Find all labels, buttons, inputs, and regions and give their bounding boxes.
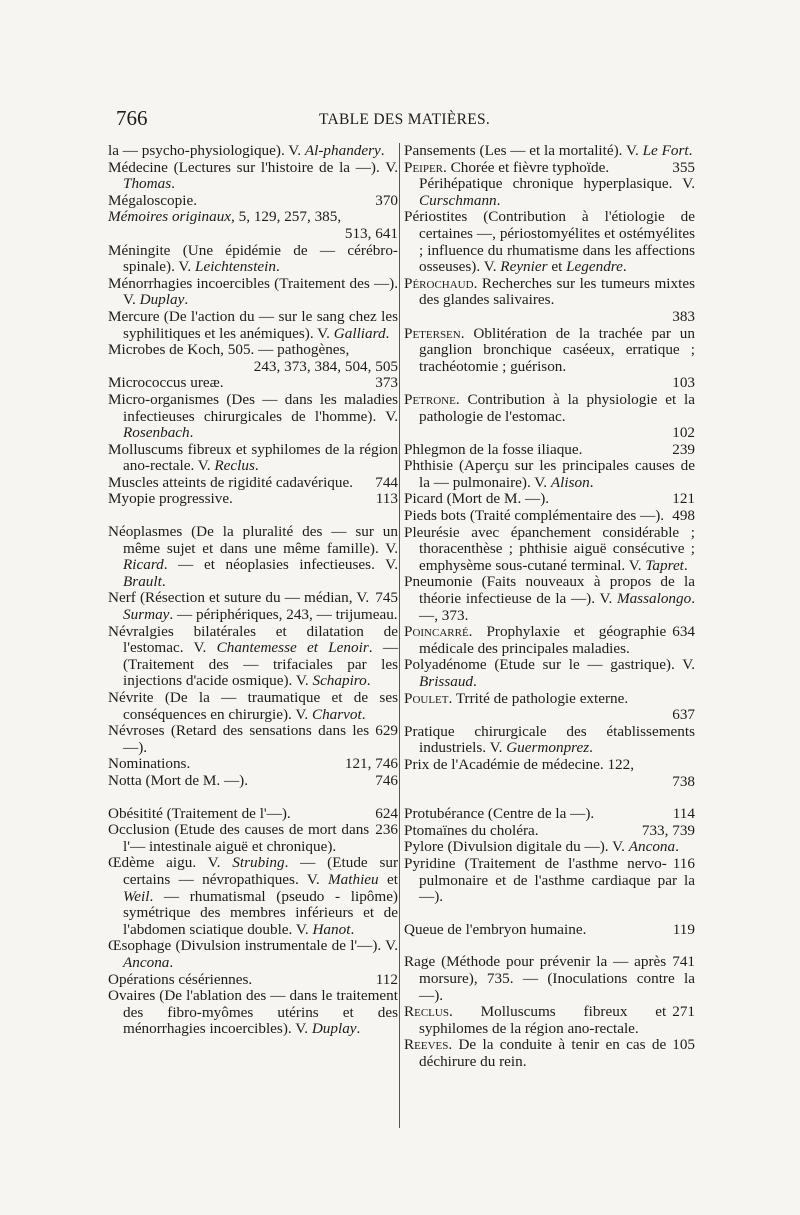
index-entry	[108, 988, 398, 1038]
index-entry	[108, 342, 398, 375]
page-reference: 105	[672, 1036, 695, 1054]
page-reference: 744	[375, 473, 398, 491]
author-reference: Duplay	[311, 1020, 357, 1038]
index-entry	[404, 160, 695, 177]
index-entry	[108, 624, 398, 690]
entry-text: Périhépatique chronique hyperplasique. V.	[419, 175, 695, 193]
entry-text: .	[622, 258, 627, 276]
author-reference: Brissaud	[419, 673, 474, 690]
index-entry	[108, 756, 398, 773]
index-entry	[108, 822, 398, 855]
entry-text: . —, 373.	[419, 590, 695, 624]
entry-text: Pyridine (Traitement de l'asthme nervo-pulmonaire et de l'asthme cardiaque par la —).	[404, 854, 695, 906]
entry-text: Notta (Mort de M. —).	[108, 771, 249, 789]
index-column-right	[404, 143, 695, 1070]
index-entry	[108, 442, 398, 475]
column-divider	[399, 143, 400, 1128]
author-reference: Curschmann	[419, 191, 497, 209]
entry-text: Névralgies bilatérales et dilatation de l'estomac. V.	[108, 622, 398, 657]
author-name: Pérochaud	[404, 274, 474, 292]
page-reference: 113	[375, 490, 398, 508]
entry-text: Œdème aigu. V.	[108, 854, 233, 872]
entry-text: .	[171, 175, 175, 193]
author-reference: Thomas	[123, 175, 172, 193]
index-entry	[404, 1037, 695, 1070]
entry-text: Obésitité (Traitement de l'—).	[108, 804, 291, 822]
entry-text: Picard (Mort de M. —).	[404, 490, 550, 508]
index-entry	[404, 326, 695, 392]
author-reference: Surmay	[123, 606, 170, 624]
entry-text: .	[675, 838, 679, 856]
index-entry	[404, 724, 695, 757]
page-reference: 373	[375, 374, 398, 392]
page-reference: 271	[672, 1003, 695, 1021]
entry-text: .	[496, 191, 501, 209]
index-entry	[404, 442, 695, 459]
entry-text: Pneumonie (Faits nouveaux à propos de la théorie infectieuse de la —). V.	[404, 573, 695, 608]
entry-text: et	[378, 870, 398, 888]
entry-text: .	[254, 457, 259, 475]
entry-text: . — (Traitement des — trifaciales par les injections d'acide osmique). V.	[123, 639, 399, 690]
author-reference: Strubing	[232, 854, 285, 872]
entry-text: Mégaloscopie.	[108, 191, 197, 209]
page-reference: 119	[672, 920, 695, 938]
author-reference: Weil	[123, 887, 150, 905]
entry-text: Micrococcus ureæ.	[108, 374, 224, 392]
index-entry	[108, 524, 398, 590]
author-reference: Al-phandery	[304, 142, 381, 159]
page-reference: 355	[672, 158, 695, 176]
author-reference: Ancona	[123, 953, 170, 971]
entry-text: et	[547, 258, 567, 276]
page-reference: 243, 373, 384, 504, 505	[253, 357, 398, 375]
author-name: Peiper	[404, 158, 444, 176]
index-entry	[404, 491, 695, 508]
entry-text: .	[169, 953, 174, 971]
entry-text: 5, 129, 257, 385,	[234, 208, 342, 226]
author-reference: Mathieu	[328, 870, 379, 888]
entry-text: .	[184, 291, 189, 309]
entry-text: . — (Etude sur certains — névropathiques. V.	[123, 854, 399, 888]
entry-text: la — psycho-physiologique). V.	[108, 142, 305, 159]
page-reference: 103	[672, 374, 695, 392]
author-name: Poulet	[404, 689, 449, 707]
entry-text: Nerf (Résection et suture du — médian, V.	[108, 589, 370, 607]
entry-text: Pratique chirurgicale des établissements industriels. V.	[404, 722, 695, 757]
author-reference: Ancona	[628, 838, 676, 856]
author-reference: Charvot	[311, 705, 362, 723]
index-entry	[108, 276, 398, 309]
entry-text: Protubérance (Centre de la —).	[404, 805, 595, 823]
page-reference: 383	[672, 307, 695, 325]
entry-text: Prix de l'Académie de médecine. 122,	[404, 755, 635, 773]
index-entry	[108, 143, 398, 160]
index-entry	[108, 972, 398, 989]
entry-text: Médecine (Lectures sur l'histoire de la —). V.	[108, 158, 398, 176]
entry-text: Microbes de Koch, 505. — pathogènes,	[108, 341, 350, 359]
author-reference: Schapiro	[312, 672, 367, 690]
page-reference: 102	[672, 424, 695, 442]
entry-text: Phlegmon de la fosse iliaque.	[404, 440, 583, 458]
index-entry	[108, 243, 398, 276]
entry-text: Pansements (Les — et la mortalité). V.	[404, 142, 643, 159]
index-entry	[108, 690, 398, 723]
entry-text: Pieds bots (Traité complémentaire des —).	[404, 507, 665, 525]
page-reference: 629	[375, 722, 398, 740]
author-reference: Brault	[123, 572, 162, 590]
entry-text: Occlusion (Etude des causes de mort dans l'— intestinale aiguë et chronique).	[108, 821, 370, 855]
page-reference: 513, 641	[344, 224, 398, 242]
entry-text: Muscles atteints de rigidité cadavérique.	[108, 473, 354, 491]
entry-text: .	[161, 572, 166, 590]
page-reference: 121	[672, 490, 695, 508]
entry-text: . — et néoplasies infectieuses. V.	[163, 556, 398, 574]
index-entry	[108, 475, 398, 492]
entry-text: .	[356, 1020, 361, 1038]
index-entry	[404, 525, 695, 575]
index-entry	[404, 806, 695, 823]
index-entry	[404, 657, 695, 690]
entry-text: .	[473, 673, 477, 690]
entry-text: .	[350, 920, 355, 938]
index-entry	[108, 209, 398, 242]
index-entry	[108, 723, 398, 756]
entry-text: .	[589, 739, 593, 757]
entry-text: .	[683, 556, 688, 574]
author-reference: Guermonprez	[506, 739, 590, 757]
page-reference: 236	[375, 821, 398, 839]
entry-text: Pylore (Divulsion digitale du —). V.	[404, 838, 629, 856]
index-entry	[404, 458, 695, 491]
running-head: TABLE DES MATIÈRES.	[319, 111, 491, 128]
index-entry	[404, 624, 695, 657]
index-entry	[108, 392, 398, 442]
index-entry	[108, 160, 398, 193]
entry-text: .	[189, 424, 194, 442]
entry-text: . Oblitération de la trachée par un ganglion bronchique caséeux, erratique ; trachéotomie ; guérison.	[419, 324, 695, 375]
entry-text: Nominations.	[108, 755, 191, 773]
author-reference: Legendre	[566, 258, 623, 276]
author-name: Reeves	[404, 1036, 449, 1054]
index-entry	[108, 938, 398, 971]
index-entry	[404, 392, 695, 442]
entry-text: . Contribution à la physiologie et la pathologie de l'estomac.	[419, 390, 695, 425]
entry-text: Œsophage (Divulsion instrumentale de l'—). V.	[108, 937, 398, 955]
entry-text: .	[380, 142, 385, 159]
entry-text: . — périphériques, 243, — trijumeau.	[169, 606, 398, 624]
index-entry	[404, 143, 695, 160]
entry-text: .	[366, 672, 371, 690]
index-entry	[404, 508, 695, 525]
author-reference: Tapret	[645, 556, 684, 574]
entry-text: . Chorée et fièvre typhoïde.	[443, 158, 610, 176]
index-entry	[108, 806, 398, 823]
entry-text: Opérations césériennes.	[108, 970, 253, 988]
page-reference: 624	[375, 804, 398, 822]
entry-text: Périostites (Contribution à l'étiologie de certaines —, périostomyélites et ostémyélites ; influence du rhumatisme dans les affections osseuses). V.	[404, 208, 695, 276]
index-entry	[108, 855, 398, 938]
index-entry	[404, 856, 695, 906]
entry-text: .	[275, 258, 280, 276]
page-reference: 738	[672, 772, 695, 790]
page-reference: 116	[672, 854, 695, 872]
index-entry	[404, 176, 695, 209]
author-reference: Chantemesse et Lenoir	[216, 639, 369, 657]
entry-text: Néoplasmes (De la pluralité des — sur un même sujet et dans une même famille). V.	[108, 523, 398, 557]
author-reference: Reclus	[214, 457, 255, 475]
index-entry	[404, 954, 695, 1004]
author-reference: Galliard	[333, 324, 386, 342]
index-column-left	[108, 143, 398, 1038]
index-entry	[404, 823, 695, 840]
author-name: Reclus	[404, 1003, 449, 1021]
author-reference: Duplay	[139, 291, 185, 309]
index-entry	[108, 193, 398, 210]
entry-text: Queue de l'embryon humaine.	[404, 920, 587, 938]
entry-text: Rage (Méthode pour prévenir la — après morsure), 735. — (Inoculations contre la —).	[404, 953, 695, 1004]
page-reference: 121, 746	[344, 755, 398, 773]
entry-text: Ménorrhagies incoercibles (Traitement des —). V.	[108, 274, 398, 309]
author-reference: Le Fort	[642, 142, 689, 159]
entry-text: Molluscums fibreux et syphilomes de la région ano-rectale. V.	[108, 440, 398, 475]
index-entry	[404, 1004, 695, 1037]
page-reference: 733, 739	[641, 821, 695, 839]
entry-text: Mercure (De l'action du — sur le sang chez les syphilitiques et les anémiques). V.	[108, 307, 398, 342]
entry-text: .	[589, 473, 594, 491]
index-entry	[108, 590, 398, 623]
entry-text: Névrite (De la — traumatique et de ses conséquences en chirurgie). V.	[108, 689, 398, 723]
entry-text: . Recherches sur les tumeurs mixtes des glandes salivaires.	[419, 274, 695, 309]
entry-text: . — rhumatismal (pseudo - lipôme) symétrique des membres inférieurs et de l'abdomen sciatique double. V.	[123, 887, 398, 938]
entry-text: . Trrité de pathologie externe.	[448, 689, 629, 707]
entry-text: . De la conduite à tenir en cas de déchirure du rein.	[419, 1036, 667, 1070]
page-reference: 745	[375, 589, 398, 607]
entry-text: Névroses (Retard des sensations dans les —).	[108, 722, 370, 756]
entry-text: . Prophylaxie et géographie médicale des principales maladies.	[419, 623, 667, 657]
entry-text: .	[688, 142, 693, 159]
author-reference: Ricard	[123, 556, 164, 574]
author-reference: Mémoires originaux,	[108, 208, 235, 226]
index-entry	[108, 309, 398, 342]
page-reference: 114	[672, 805, 695, 823]
entry-text: Ovaires (De l'ablation des — dans le traitement des fibro-myômes utérins et des ménorrhagies incoercibles). V.	[108, 987, 398, 1038]
entry-text: Polyadénome (Etude sur le — gastrique). V.	[404, 656, 695, 674]
author-reference: Hanot	[312, 920, 351, 938]
entry-text: Micro-organismes (Des — dans les maladies infectieuses chirurgicales de l'homme). V.	[108, 390, 398, 425]
author-reference: Leichtenstein	[195, 258, 276, 276]
page-reference: 746	[375, 771, 398, 789]
index-entry	[404, 922, 695, 939]
page-reference: 112	[375, 970, 398, 988]
page-number: 766	[116, 106, 148, 130]
entry-text: Méningite (Une épidémie de — cérébro-spinale). V.	[108, 241, 398, 276]
entry-text: .	[385, 324, 390, 342]
page-reference: 637	[672, 706, 695, 724]
entry-text: Pleurésie avec épanchement considérable ; thoracenthèse ; phthisie aiguë consécutive ; emphysème sous-cutané terminal. V.	[404, 523, 695, 574]
page-reference: 370	[375, 191, 398, 209]
author-reference: Reynier	[500, 258, 548, 276]
entry-text: Ptomaïnes du choléra.	[404, 821, 539, 839]
entry-text: Myopie progressive.	[108, 490, 233, 508]
author-reference: Massalongo	[616, 590, 692, 608]
index-entry	[404, 276, 695, 326]
entry-text: .	[361, 705, 366, 723]
index-entry	[404, 839, 695, 856]
index-entry	[404, 691, 695, 724]
page-reference: 239	[672, 440, 695, 458]
index-entry	[108, 491, 398, 508]
index-entry	[404, 574, 695, 624]
index-entry	[108, 773, 398, 790]
entry-text: . Molluscums fibreux et syphilomes de la région ano-rectale.	[419, 1003, 667, 1037]
index-entry	[108, 375, 398, 392]
author-reference: Rosenbach	[123, 424, 190, 442]
entry-text: Phthisie (Aperçu sur les principales causes de la — pulmonaire). V.	[404, 457, 695, 491]
page-reference: 741	[672, 953, 695, 971]
page-reference: 634	[672, 623, 695, 641]
index-entry	[404, 757, 695, 790]
author-name: Poincarré	[404, 623, 469, 641]
page-reference: 498	[672, 507, 695, 525]
author-name: Petrone	[404, 390, 456, 408]
author-name: Petersen	[404, 324, 461, 342]
index-entry	[404, 209, 695, 275]
author-reference: Alison	[550, 473, 590, 491]
